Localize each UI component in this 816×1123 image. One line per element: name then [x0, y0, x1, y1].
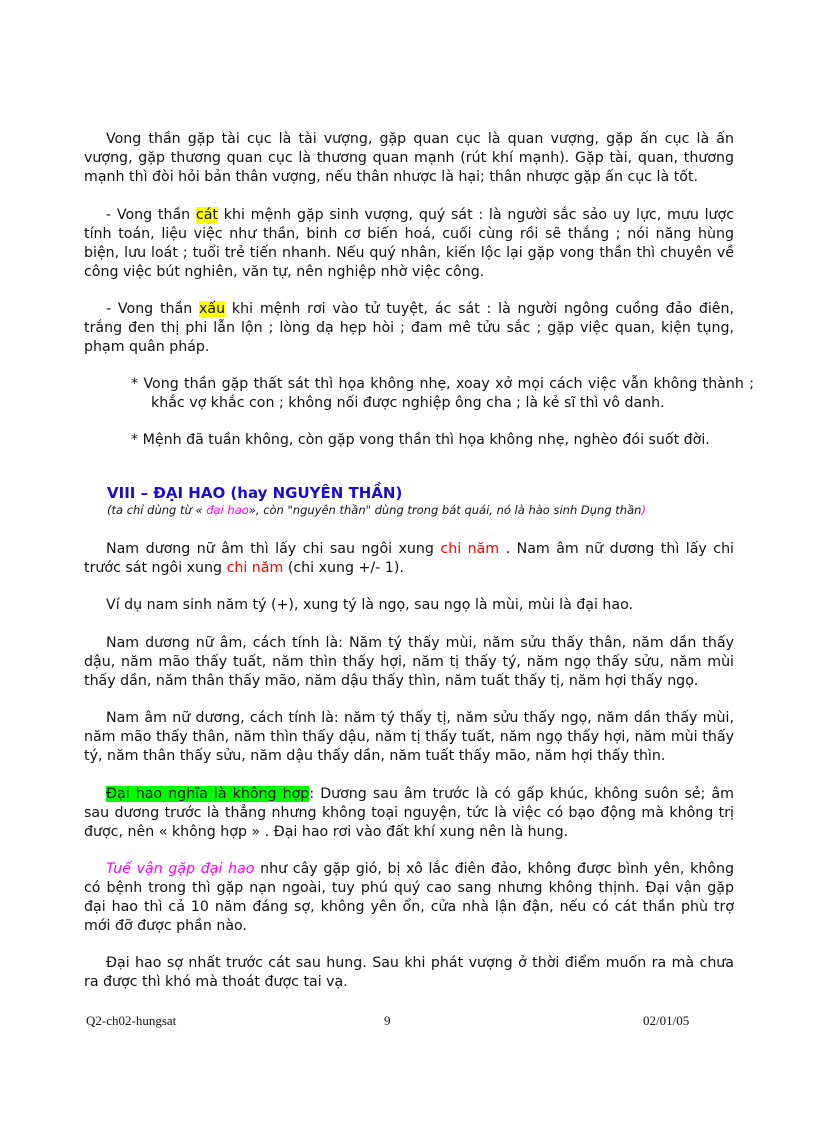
- paragraph-vong-than-cuc: Vong thần gặp tài cục là tài vượng, gặp quan cục là quan vượng, gặp ấn cục là ấn vượng, gặp thương quan cục là thương quan mạnh (rút khí mạnh). Gặp tài, quan, thương mạnh thì đòi hỏi bản thân vượng, nếu thân nhược là hại; thân nhược gặp ấn cục là tốt.: [84, 131, 734, 185]
- highlight-cat: cát: [195, 207, 218, 223]
- paragraph-vi-du: Ví dụ nam sinh năm tý (+), xung tý là ngọ, sau ngọ là mùi, mùi là đại hao.: [106, 597, 634, 613]
- highlight-dai-hao: Đại hao nghĩa là không hợp: [106, 786, 310, 802]
- section-subtitle: (ta chỉ dùng từ « đại hao», còn "nguyên thần" dùng trong bát quái, nó là hào sinh Dụng thần): [107, 503, 646, 517]
- bullet-that-sat: * Vong thần gặp thất sát thì họa không nhẹ, xoay xở mọi cách việc vẫn không thành ; khắc vợ khắc con ; không nối được nghiệp ông cha ; là kẻ sĩ thì vô danh.: [131, 376, 754, 411]
- paragraph-vong-than-cat: - Vong thần cát khi mệnh gặp sinh vượng, quý sát : là người sắc sảo uy lực, mưu lược tính toán, liệu việc như thần, binh cơ biến hoá, cuối cùng rồi sẽ thắng ; nói năng hùng biện, lưu loát ; tuổi trẻ tiến nhanh. Nếu quý nhân, kiến lộc lại gặp vong thần thì chuyên về công việc bút nghiên, văn tự, nên nghiệp nhờ việc công.: [84, 207, 734, 280]
- highlight-xau: xấu: [199, 301, 226, 317]
- footer-filename: Q2-ch02-hungsat: [86, 1013, 177, 1028]
- paragraph-nam-duong-nu-am: Nam dương nữ âm, cách tính là: Năm tý thấy mùi, năm sửu thấy thân, năm dần thấy dậu, năm mão thấy tuất, năm thìn thấy hợi, năm tị thấy tý, năm ngọ thấy sửu, năm mùi thấy dần, năm thân thấy mão, năm dậu thấy thìn, năm tuất thấy tị, năm hợi thấy ngọ.: [84, 635, 734, 689]
- paragraph-tue-van: Tuế vận gặp đại hao như cây gặp gió, bị xô lắc điên đảo, không được bình yên, không có bệnh trong thì gặp nạn ngoài, tuy phú quý cao sang nhưng không thịnh. Đại vận gặp đại hao thì cả 10 năm đáng sợ, không yên ổn, cửa nhà lận đận, nếu có cát thần phù trợ mới đỡ được phần nào.: [84, 861, 734, 934]
- paragraph-dai-hao-so: Đại hao sợ nhất trước cát sau hung. Sau khi phát vượng ở thời điểm muốn ra mà chưa ra được thì khó mà thoát được tai vạ.: [84, 955, 734, 990]
- paragraph-khong-hop: Đại hao nghĩa là không hợp: Dương sau âm trước là có gấp khúc, không suôn sẻ; âm sau dương trước là thẳng nhưng không toại nguyện, tức là việc có bạo động mà không trị được, nên « không hợp » . Đại hao rơi vào đất khí xung nên là hung.: [84, 786, 734, 840]
- footer-page-number: 9: [384, 1013, 391, 1028]
- paragraph-vong-than-xau: - Vong thần xấu khi mệnh rơi vào tử tuyệt, ác sát : là người ngông cuồng đảo điên, trắng đen thị phi lẫn lộn ; lòng dạ hẹp hòi ; đam mê tửu sắc ; gặp việc quan, kiện tụng, phạm quân pháp.: [84, 301, 735, 355]
- paragraph-nam-am-nu-duong: Nam âm nữ dương, cách tính là: năm tý thấy tị, năm sửu thấy ngọ, năm dần thấy mùi, năm mão thấy thân, năm thìn thấy dậu, năm tị thấy tuất, năm ngọ thấy hợi, năm mùi thấy tý, năm thân thấy sửu, năm dậu thấy dần, năm tuất thấy mão, năm hợi thấy thìn.: [84, 710, 734, 764]
- footer-date: 02/01/05: [643, 1013, 690, 1028]
- bullet-tuan-khong: * Mệnh đã tuần không, còn gặp vong thần thì họa không nhẹ, nghèo đói suốt đời.: [131, 432, 710, 448]
- paragraph-cach-lay-chi: Nam dương nữ âm thì lấy chi sau ngôi xung chi năm . Nam âm nữ dương thì lấy chi trước sát ngôi xung chi năm (chi xung +/- 1).: [84, 541, 734, 576]
- section-heading: VIII – ĐẠI HAO (hay NGUYÊN THẦN): [107, 484, 403, 502]
